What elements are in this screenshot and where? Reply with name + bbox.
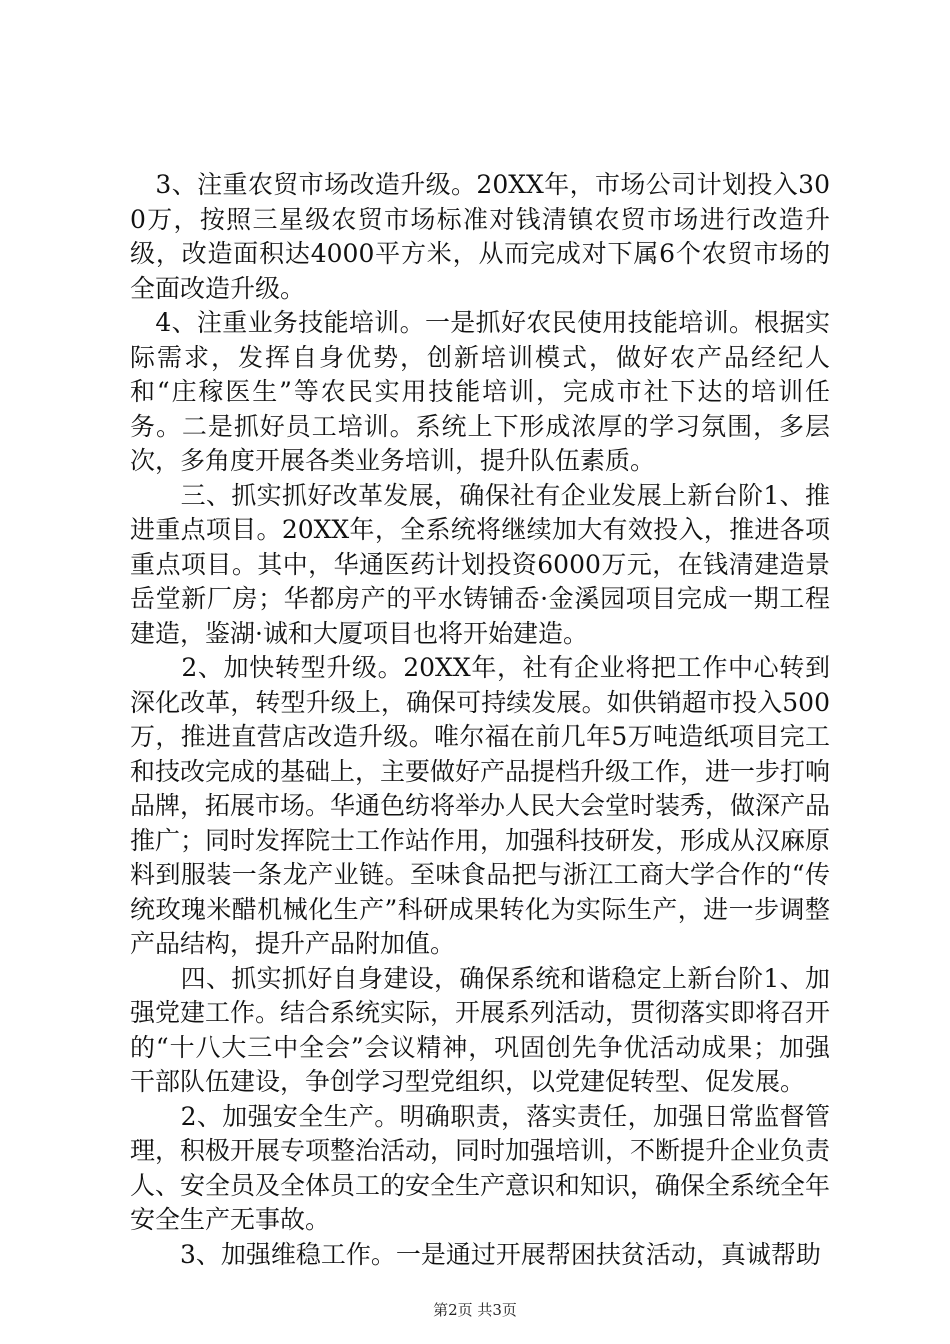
document-body bbox=[130, 168, 830, 1272]
paragraph-indent bbox=[130, 481, 181, 510]
paragraph-text: 3、加强维稳工作。一是通过开展帮困扶贫活动，真诚帮助 bbox=[180, 1239, 821, 1269]
page-footer bbox=[0, 1300, 950, 1320]
paragraph-transformation bbox=[130, 651, 830, 962]
paragraph-indent bbox=[130, 308, 155, 337]
paragraph-text: 三、抓实抓好改革发展，确保社有企业发展上新台阶1、推进重点项目。20XX年，全系统将继续加大有效投入，推进各项重点项目。其中，华通医药计划投资6000万元，在钱清建造景岳堂新厂房；华都房产的平水铸铺岙·金溪园项目完成一期工程建造，鉴湖·诚和大厦项目也将开始建造。 bbox=[130, 480, 830, 648]
paragraph-indent bbox=[130, 170, 155, 199]
paragraph-text: 4、注重业务技能培训。一是抓好农民使用技能培训。根据实际需求，发挥自身优势，创新培训模式，做好农产品经纪人和“庄稼医生”等农民实用技能培训，完成市社下达的培训任务。二是抓好员工培训。系统上下形成浓厚的学习氛围，多层次，多角度开展各类业务培训，提升队伍素质。 bbox=[130, 308, 830, 475]
page-number: 第2页 共3页 bbox=[433, 1301, 517, 1319]
paragraph-indent bbox=[130, 964, 181, 993]
paragraph-indent bbox=[130, 1240, 180, 1269]
paragraph-indent bbox=[130, 1102, 181, 1131]
paragraph-reform-development bbox=[130, 479, 830, 652]
paragraph-market-upgrade bbox=[130, 168, 830, 306]
paragraph-text: 2、加强安全生产。明确职责，落实责任，加强日常监督管理，积极开展专项整治活动，同时加强培训，不断提升企业负责人、安全员及全体员工的安全生产意识和知识，确保全系统全年安全生产无事故。 bbox=[130, 1101, 831, 1234]
paragraph-skills-training bbox=[130, 306, 830, 479]
paragraph-text: 四、抓实抓好自身建设，确保系统和谐稳定上新台阶1、加强党建工作。结合系统实际，开展系列活动，贯彻落实即将召开的“十八大三中全会”会议精神，巩固创先争优活动成果；加强干部队伍建设，争创学习型党组织，以党建促转型、促发展。 bbox=[130, 963, 831, 1096]
paragraph-stability bbox=[130, 1238, 830, 1273]
paragraph-text: 3、注重农贸市场改造升级。20XX年，市场公司计划投入300万，按照三星级农贸市场标准对钱清镇农贸市场进行改造升级，改造面积达4000平方米，从而完成对下属6个农贸市场的全面改造升级。 bbox=[130, 170, 830, 303]
paragraph-self-building bbox=[130, 962, 830, 1100]
paragraph-safety bbox=[130, 1100, 830, 1238]
paragraph-text: 2、加快转型升级。20XX年，社有企业将把工作中心转到深化改革，转型升级上，确保可持续发展。如供销超市投入500万，推进直营店改造升级。唯尔福在前几年5万吨造纸项目完工和技改完成的基础上，主要做好产品提档升级工作，进一步打响品牌，拓展市场。华通色纺将举办人民大会堂时装秀，做深产品推广；同时发挥院士工作站作用，加强科技研发，形成从汉麻原料到服装一条龙产业链。至味食品把与浙江工商大学合作的“传统玫瑰米醋机械化生产”科研成果转化为实际生产，进一步调整产品结构，提升产品附加值。 bbox=[130, 653, 831, 958]
paragraph-indent bbox=[130, 653, 181, 682]
